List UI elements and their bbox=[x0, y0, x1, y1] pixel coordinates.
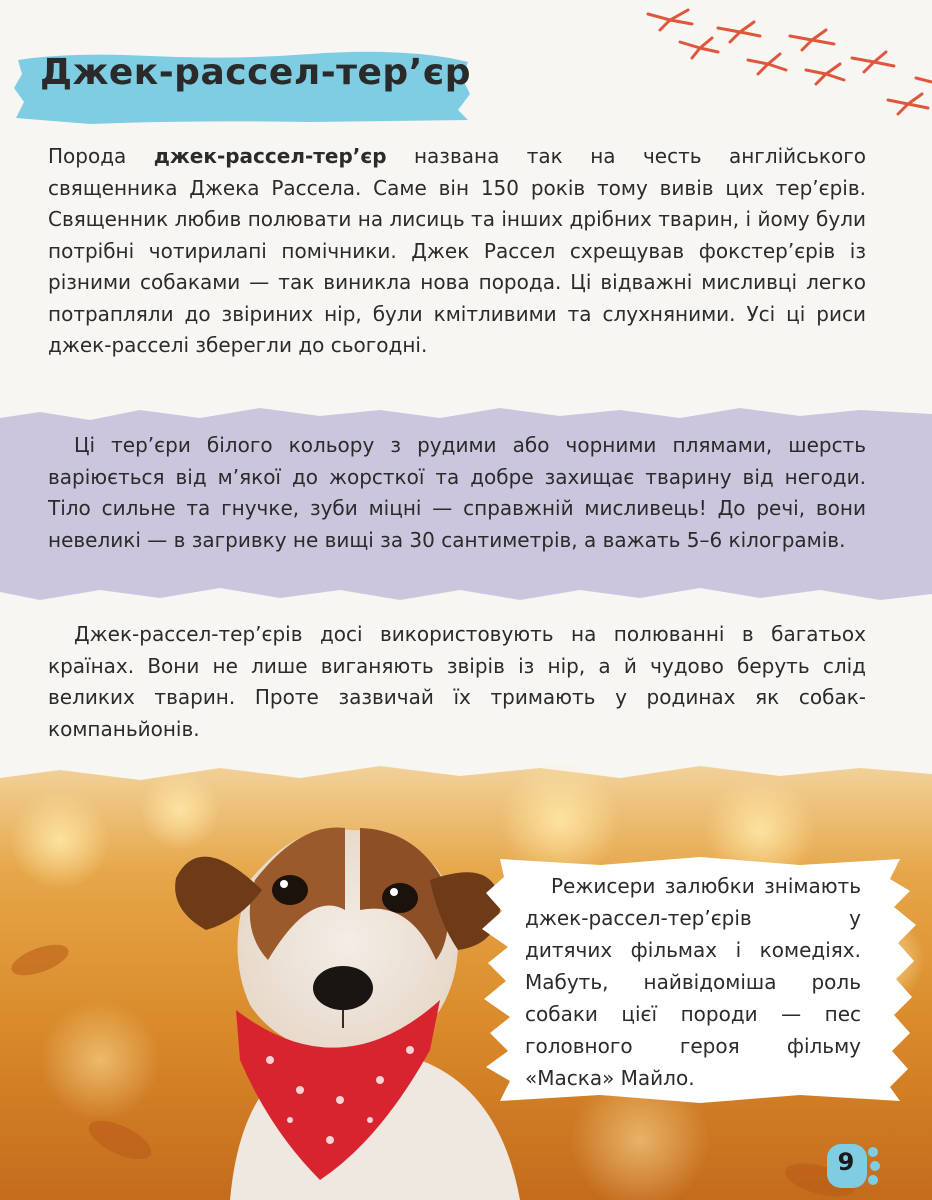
intro-paragraph bbox=[48, 141, 866, 362]
intro-lead: Порода bbox=[48, 144, 154, 168]
page-title: Джек-рассел-тер’єр bbox=[40, 52, 471, 93]
callout-text: Режисери залюбки знімають джек-рассел-тер’єрів у дитячих фільмах і комедіях. Мабуть, найвідоміша роль собаки цієї породи — пес головного героя фільму «Маска» Майло. bbox=[525, 874, 861, 1090]
intro-rest: названа так на честь англійського священника Джека Рассела. Саме він 150 років тому вивів цих тер’єрів. Священник любив полювати на лисиць та інших дрібних тварин, і йому були потрібні чотирилапі помічники. Джек Рассел схрещував фокстер’єрів із різними собаками — так виникла нова порода. Ці відважні мисливці легко потрапляли до звіриних нір, були кмітливими та слухняними. Усі ці риси джек-расселі зберегли до сьогодні. bbox=[48, 144, 866, 357]
flying-birds-decoration bbox=[630, 0, 932, 130]
usage-paragraph: Джек-рассел-тер’єрів досі використовують на полюванні в багатьох країнах. Вони не лише виганяють звірів із нір, а й чудово беруть слід великих тварин. Проте зазвичай їх тримають у родинах як собак-компаньйонів. bbox=[48, 622, 866, 741]
breed-name-bold: джек-рассел-тер’єр bbox=[153, 144, 387, 168]
appearance-paragraph: Ці тер’єри білого кольору з рудими або чорними плямами, шерсть варіюється від м’якої до жорсткої та добре захищає тварину від негоди. Тіло сильне та гнучке, зуби міцні — справжній мисливець! До речі, вони невеликі — в загривку не вищі за 30 сантиметрів, а важать 5–6 кілограмів. bbox=[48, 433, 866, 552]
page-number: 9 bbox=[837, 1148, 855, 1176]
